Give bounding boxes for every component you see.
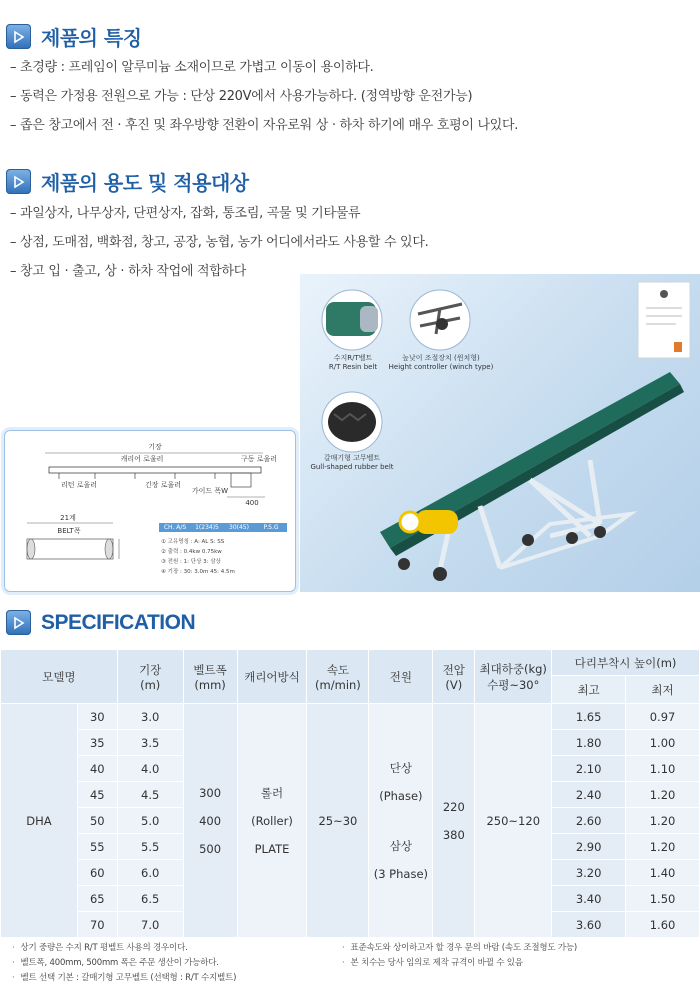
min-height-cell: 1.20	[626, 808, 700, 834]
power-cell: 단상 (Phase) 삼상 (3 Phase)	[369, 704, 433, 938]
note-item: · 벨트폭, 400mm, 500mm 폭은 주문 생산이 가능하다.	[12, 956, 236, 971]
notes-right	[342, 941, 577, 971]
frame-width-label: 가이드 폭W	[191, 487, 229, 495]
height-controller-label: 높낮이 조절장치 (윈치형) Height controller (winch type)	[388, 354, 494, 371]
max-height-cell: 2.10	[552, 756, 626, 782]
voltage-cell: 220 380	[433, 704, 475, 938]
note-item: · 표준속도와 상이하고자 할 경우 문의 바람 (속도 조절형도 가능)	[342, 941, 577, 956]
header-model: 모델명	[1, 650, 118, 704]
header-min: 최저	[626, 676, 700, 704]
max-height-cell: 2.60	[552, 808, 626, 834]
list-item: – 동력은 가정용 전원으로 가능 : 단상 220V에서 사용가능하다. (정역방향 운전가능)	[10, 89, 473, 104]
conveyor-illustration	[300, 274, 700, 592]
section-arrow-icon	[6, 24, 31, 49]
model-code: 30	[77, 704, 117, 730]
length-cell: 6.0	[117, 860, 183, 886]
model-code: 40	[77, 756, 117, 782]
header-length: 기장 (m)	[117, 650, 183, 704]
drive-roller-label: 구동 로울러	[240, 455, 278, 463]
section-arrow-icon	[6, 169, 31, 194]
length-cell: 4.5	[117, 782, 183, 808]
note-item: · 상기 중량은 수지 R/T 평벨트 사용의 경우이다.	[12, 941, 236, 956]
belt-width-cell: 300 400 500	[183, 704, 237, 938]
uses-heading	[6, 167, 249, 196]
header-power: 전원	[369, 650, 433, 704]
list-item: – 좁은 창고에서 전 · 후진 및 좌우방향 전환이 자유로워 상 · 하차 하기에 매우 호평이 나있다.	[10, 118, 519, 133]
width-label: 21계	[60, 514, 76, 522]
return-roller-label: 리턴 로울러	[60, 481, 98, 489]
length-cell: 6.5	[117, 886, 183, 912]
dim-400-label: 400	[245, 499, 259, 507]
min-height-cell: 1.10	[626, 756, 700, 782]
max-height-cell: 3.20	[552, 860, 626, 886]
length-cell: 3.0	[117, 704, 183, 730]
length-cell: 5.0	[117, 808, 183, 834]
length-cell: 5.5	[117, 834, 183, 860]
header-belt-width: 벨트폭 (mm)	[183, 650, 237, 704]
min-height-cell: 1.20	[626, 834, 700, 860]
header-leg-height: 다리부착시 높이(m)	[552, 650, 700, 676]
length-cell: 4.0	[117, 756, 183, 782]
min-height-cell: 1.00	[626, 730, 700, 756]
resin-belt-label: 수지R/T벨트 R/T Resin belt	[328, 354, 378, 371]
model-code-header: CH. A/S 1(234)5 30(45) P.S.G	[163, 524, 279, 531]
belt-width-label: BELT폭	[57, 527, 81, 535]
header-max-load: 최대하중(kg) 수평~30°	[475, 650, 552, 704]
tension-roller-label: 긴장 로울러	[144, 481, 182, 489]
model-code: 60	[77, 860, 117, 886]
max-load-cell: 250~120	[475, 704, 552, 938]
list-item: – 초경량 : 프레임이 알루미늄 소재이므로 가볍고 이동이 용이하다.	[10, 60, 374, 75]
header-voltage: 전압 (V)	[433, 650, 475, 704]
speed-cell: 25~30	[307, 704, 369, 938]
carrier-cell: 롤러 (Roller) PLATE	[237, 704, 307, 938]
gull-belt-label: 갈매기형 고무벨트 Gull-shaped rubber belt	[310, 454, 394, 471]
list-item: – 창고 입 · 출고, 상 · 하차 작업에 적합하다	[10, 264, 247, 279]
max-height-cell: 2.40	[552, 782, 626, 808]
model-code: 35	[77, 730, 117, 756]
min-height-cell: 1.60	[626, 912, 700, 938]
length-cell: 7.0	[117, 912, 183, 938]
uses-title: 제품의 용도 및 적용대상	[41, 171, 249, 195]
note-item: · 벨트 선택 기본 : 갈매기형 고무벨트 (선택형 : R/T 수지벨트)	[12, 971, 236, 986]
header-speed: 속도 (m/min)	[307, 650, 369, 704]
max-height-cell: 3.60	[552, 912, 626, 938]
note-item: · 본 치수는 당사 임의로 제작 규격이 바뀔 수 있음	[342, 956, 577, 971]
model-code: 70	[77, 912, 117, 938]
features-list	[10, 58, 518, 145]
max-height-cell: 2.90	[552, 834, 626, 860]
notes-left	[12, 941, 236, 986]
min-height-cell: 0.97	[626, 704, 700, 730]
list-item: – 과일상자, 나무상자, 단편상자, 잡화, 통조림, 곡물 및 기타물류	[10, 206, 361, 221]
model-code-legend: ① 고유명칭 : A: AL S: SS ② 출력 : 0.4kw 0.75kw ③ 전원 : 1: 단상 3: 삼상 ④ 기장 : 30: 3.0m 45: 4.5m	[161, 539, 235, 575]
carrier-roller-label: 캐리어 로울러	[120, 455, 164, 463]
technical-drawing	[4, 430, 296, 592]
header-max: 최고	[552, 676, 626, 704]
min-height-cell: 1.20	[626, 782, 700, 808]
product-photo	[300, 274, 700, 592]
max-height-cell: 3.40	[552, 886, 626, 912]
table-row	[1, 704, 700, 730]
length-cell: 3.5	[117, 730, 183, 756]
model-code: 45	[77, 782, 117, 808]
features-title: 제품의 특징	[41, 26, 142, 50]
min-height-cell: 1.50	[626, 886, 700, 912]
model-code: 50	[77, 808, 117, 834]
header-carrier: 캐리어방식	[237, 650, 307, 704]
length-label: 기장	[148, 443, 162, 451]
spec-title: SPECIFICATION	[41, 610, 196, 634]
spec-table	[0, 649, 700, 938]
max-height-cell: 1.80	[552, 730, 626, 756]
model-code: 55	[77, 834, 117, 860]
model-name-cell: DHA	[1, 704, 78, 938]
max-height-cell: 1.65	[552, 704, 626, 730]
list-item: – 상점, 도매점, 백화점, 창고, 공장, 농협, 농가 어디에서라도 사용할 수 있다.	[10, 235, 429, 250]
min-height-cell: 1.40	[626, 860, 700, 886]
section-arrow-icon	[6, 610, 31, 635]
features-heading	[6, 22, 142, 51]
model-code: 65	[77, 886, 117, 912]
spec-heading	[6, 610, 195, 635]
